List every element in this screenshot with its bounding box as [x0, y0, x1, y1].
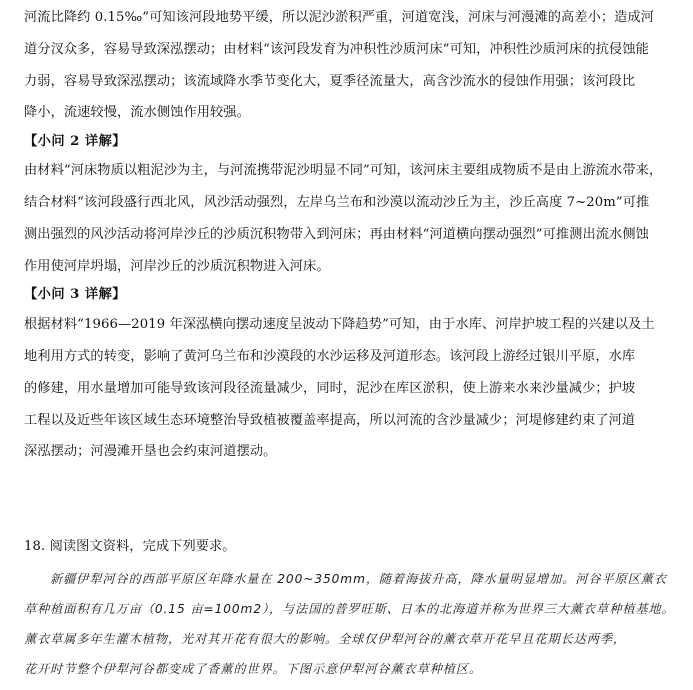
paragraph3-line-2: 地利用方式的转变，影响了黄河乌兰布和沙漠段的水沙运移及河道形态。该河段上游经过银川平原，水库 — [24, 349, 636, 364]
question-18-line-1: 新疆伊犁河谷的西部平原区年降水量在 200~350mm，随着海拔升高，降水量明显增加。河谷平原区薰衣 — [50, 572, 667, 586]
paragraph3-line-4: 工程以及近些年该区域生态环境整治导致植被覆盖率提高，所以河流的含沙量减少；河堤修建约束了河道 — [24, 413, 636, 428]
section-heading-question-3: 【小问 3 详解】 — [24, 287, 126, 302]
question-18-line-4: 花开时节整个伊犁河谷都变成了香薰的世界。下图示意伊犁河谷薰衣草种植区。 — [24, 662, 483, 676]
paragraph1-line-1: 河流比降约 0.15‰”可知该河段地势平缓，所以泥沙淤积严重，河道宽浅，河床与河漫滩的高差小；造成河 — [24, 10, 655, 25]
paragraph2-line-2: 结合材料“该河段盛行西北风，风沙活动强烈，左岸乌兰布和沙漠以流动沙丘为主，沙丘高度 7~20m”可推 — [24, 195, 650, 210]
paragraph2-line-1: 由材料“河床物质以粗泥沙为主，与河流携带泥沙明显不同”可知，该河床主要组成物质不是由上游流水带来， — [24, 163, 663, 178]
paragraph2-line-4: 作用使河岸坍塌，河岸沙丘的沙质沉积物进入河床。 — [24, 259, 330, 274]
question-18-title: 18. 阅读图文资料，完成下列要求。 — [24, 539, 236, 554]
paragraph1-line-4: 降小，流速较慢，流水侧蚀作用较强。 — [24, 105, 250, 120]
question-18-line-3: 薰衣草属多年生灌木植物，光对其开花有很大的影响。全球仅伊犁河谷的薰衣草开花早且花期长达两季， — [24, 632, 627, 646]
paragraph3-line-1: 根据材料“1966—2019 年深泓横向摆动速度呈波动下降趋势”可知，由于水库、河岸护坡工程的兴建以及土 — [24, 317, 655, 332]
section-heading-question-2: 【小问 2 详解】 — [24, 134, 126, 149]
paragraph1-line-2: 道分汊众多，容易导致深泓摆动；由材料“该河段发育为冲积性沙质河床”可知，冲积性沙质河床的抗侵蚀能 — [24, 42, 649, 57]
question-18-line-2: 草种植面积有几万亩（0.15 亩=100m2），与法国的普罗旺斯、日本的北海道并称为世界三大薰衣草种植基地。 — [24, 602, 675, 616]
paragraph3-line-5: 深泓摆动；河漫滩开垦也会约束河道摆动。 — [24, 444, 277, 459]
paragraph2-line-3: 测出强烈的风沙活动将河岸沙丘的沙质沉积物带入到河床；再由材料“河道横向摆动强烈”可推测出流水侧蚀 — [24, 227, 649, 242]
paragraph3-line-3: 的修建，用水量增加可能导致该河段径流量减少，同时，泥沙在库区淤积，使上游来水来沙量减少；护坡 — [24, 381, 636, 396]
paragraph1-line-3: 力弱，容易导致深泓摆动；该流域降水季节变化大，夏季径流量大，高含沙流水的侵蚀作用强；该河段比 — [24, 74, 636, 89]
